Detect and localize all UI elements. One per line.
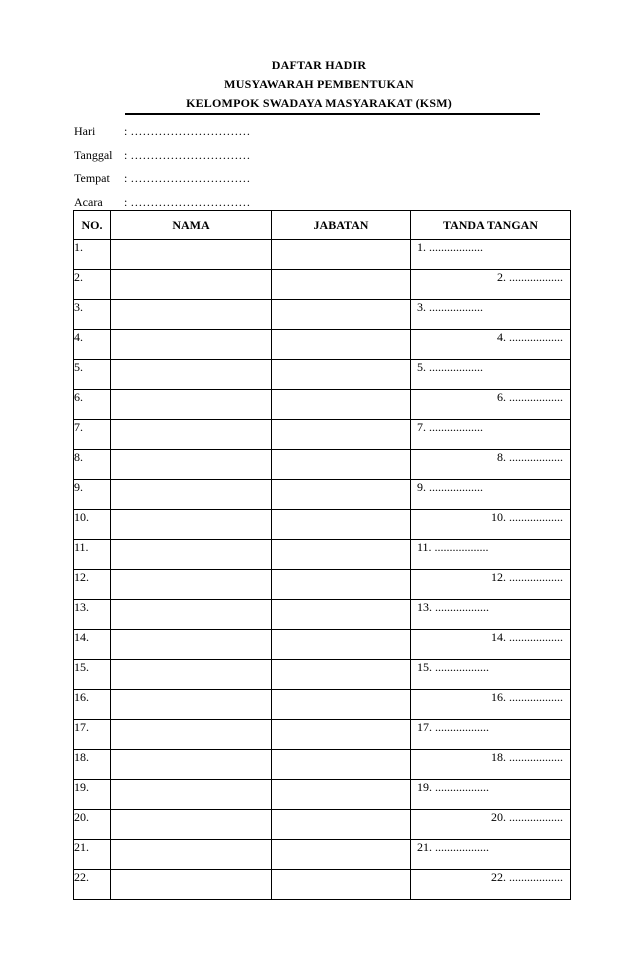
jabatan-cell[interactable] [272, 870, 411, 900]
table-row [74, 420, 571, 450]
jabatan-cell[interactable] [272, 630, 411, 660]
table-row [74, 780, 571, 810]
signature-cell[interactable]: 6. .................. [411, 390, 571, 420]
title-line-2: MUSYAWARAH PEMBENTUKAN [224, 77, 414, 91]
document-header [0, 56, 638, 113]
nama-cell[interactable] [111, 630, 272, 660]
table-header-row [74, 211, 571, 240]
row-number: 8. [74, 450, 111, 480]
jabatan-cell[interactable] [272, 270, 411, 300]
title-line-3: KELOMPOK SWADAYA MASYARAKAT (KSM) [186, 96, 452, 110]
row-number: 17. [74, 720, 111, 750]
jabatan-cell[interactable] [272, 300, 411, 330]
nama-cell[interactable] [111, 660, 272, 690]
table-row [74, 330, 571, 360]
table-row [74, 450, 571, 480]
nama-cell[interactable] [111, 750, 272, 780]
signature-cell[interactable]: 11. .................. [411, 540, 571, 570]
jabatan-cell[interactable] [272, 390, 411, 420]
nama-cell[interactable] [111, 810, 272, 840]
row-number: 11. [74, 540, 111, 570]
jabatan-cell[interactable] [272, 600, 411, 630]
row-number: 20. [74, 810, 111, 840]
nama-cell[interactable] [111, 540, 272, 570]
signature-cell[interactable]: 20. .................. [411, 810, 571, 840]
nama-cell[interactable] [111, 480, 272, 510]
nama-cell[interactable] [111, 270, 272, 300]
header-nama: NAMA [111, 211, 272, 240]
info-value-field: : ………………………… [124, 124, 251, 138]
header-no: NO. [74, 211, 111, 240]
nama-cell[interactable] [111, 690, 272, 720]
table-row [74, 840, 571, 870]
signature-cell[interactable]: 3. .................. [411, 300, 571, 330]
jabatan-cell[interactable] [272, 360, 411, 390]
nama-cell[interactable] [111, 420, 272, 450]
header-divider [125, 113, 540, 115]
jabatan-cell[interactable] [272, 750, 411, 780]
signature-cell[interactable]: 9. .................. [411, 480, 571, 510]
jabatan-cell[interactable] [272, 450, 411, 480]
table-row [74, 240, 571, 270]
jabatan-cell[interactable] [272, 810, 411, 840]
table-row [74, 630, 571, 660]
row-number: 1. [74, 240, 111, 270]
nama-cell[interactable] [111, 570, 272, 600]
table-row [74, 270, 571, 300]
row-number: 13. [74, 600, 111, 630]
table-row [74, 660, 571, 690]
signature-cell[interactable]: 16. .................. [411, 690, 571, 720]
info-label: Tanggal [74, 147, 113, 162]
row-number: 21. [74, 840, 111, 870]
row-number: 15. [74, 660, 111, 690]
signature-cell[interactable]: 15. .................. [411, 660, 571, 690]
jabatan-cell[interactable] [272, 240, 411, 270]
row-number: 9. [74, 480, 111, 510]
row-number: 16. [74, 690, 111, 720]
table-row [74, 510, 571, 540]
signature-cell[interactable]: 17. .................. [411, 720, 571, 750]
signature-cell[interactable]: 18. .................. [411, 750, 571, 780]
row-number: 19. [74, 780, 111, 810]
nama-cell[interactable] [111, 360, 272, 390]
header-tanda-tangan: TANDA TANGAN [411, 211, 571, 240]
table-row [74, 810, 571, 840]
table-row [74, 540, 571, 570]
row-number: 5. [74, 360, 111, 390]
info-value-field: : ………………………… [124, 194, 251, 209]
info-label: Acara [74, 194, 103, 209]
nama-cell[interactable] [111, 780, 272, 810]
table-row [74, 750, 571, 780]
row-number: 3. [74, 300, 111, 330]
signature-cell[interactable]: 8. .................. [411, 450, 571, 480]
info-label: Hari [74, 124, 96, 138]
attendance-table [73, 210, 571, 900]
info-row-hari [74, 120, 474, 144]
row-number: 14. [74, 630, 111, 660]
table-row [74, 300, 571, 330]
header-jabatan: JABATAN [272, 211, 411, 240]
row-number: 12. [74, 570, 111, 600]
jabatan-cell[interactable] [272, 840, 411, 870]
signature-cell[interactable]: 14. .................. [411, 630, 571, 660]
row-number: 22. [74, 870, 111, 900]
signature-cell[interactable]: 1. .................. [411, 240, 571, 270]
jabatan-cell[interactable] [272, 420, 411, 450]
jabatan-cell[interactable] [272, 540, 411, 570]
nama-cell[interactable] [111, 390, 272, 420]
info-label: Tempat [74, 171, 110, 185]
row-number: 10. [74, 510, 111, 540]
table-row [74, 600, 571, 630]
nama-cell[interactable] [111, 720, 272, 750]
row-number: 18. [74, 750, 111, 780]
row-number: 4. [74, 330, 111, 360]
table-row [74, 870, 571, 900]
info-value-field: : ………………………… [124, 171, 251, 185]
table-row [74, 360, 571, 390]
nama-cell[interactable] [111, 510, 272, 540]
signature-cell[interactable]: 2. .................. [411, 270, 571, 300]
meeting-info [74, 120, 474, 214]
nama-cell[interactable] [111, 450, 272, 480]
row-number: 6. [74, 390, 111, 420]
signature-cell[interactable]: 5. .................. [411, 360, 571, 390]
attendance-rows [74, 240, 571, 900]
info-row-tanggal [74, 144, 474, 168]
signature-cell[interactable]: 13. .................. [411, 600, 571, 630]
signature-cell[interactable]: 4. .................. [411, 330, 571, 360]
nama-cell[interactable] [111, 330, 272, 360]
nama-cell[interactable] [111, 870, 272, 900]
jabatan-cell[interactable] [272, 690, 411, 720]
row-number: 7. [74, 420, 111, 450]
table-row [74, 720, 571, 750]
jabatan-cell[interactable] [272, 720, 411, 750]
jabatan-cell[interactable] [272, 480, 411, 510]
nama-cell[interactable] [111, 240, 272, 270]
info-value-field: : ………………………… [124, 147, 251, 162]
row-number: 2. [74, 270, 111, 300]
signature-cell[interactable]: 7. .................. [411, 420, 571, 450]
jabatan-cell[interactable] [272, 330, 411, 360]
signature-cell[interactable]: 21. .................. [411, 840, 571, 870]
nama-cell[interactable] [111, 600, 272, 630]
table-row [74, 480, 571, 510]
title-line-1: DAFTAR HADIR [271, 58, 367, 72]
jabatan-cell[interactable] [272, 780, 411, 810]
info-row-tempat [74, 167, 474, 191]
table-row [74, 390, 571, 420]
table-row [74, 570, 571, 600]
nama-cell[interactable] [111, 300, 272, 330]
jabatan-cell[interactable] [272, 510, 411, 540]
signature-cell[interactable]: 22. .................. [411, 870, 571, 900]
jabatan-cell[interactable] [272, 570, 411, 600]
signature-cell[interactable]: 19. .................. [411, 780, 571, 810]
table-row [74, 690, 571, 720]
jabatan-cell[interactable] [272, 660, 411, 690]
signature-cell[interactable]: 12. .................. [411, 570, 571, 600]
nama-cell[interactable] [111, 840, 272, 870]
signature-cell[interactable]: 10. .................. [411, 510, 571, 540]
